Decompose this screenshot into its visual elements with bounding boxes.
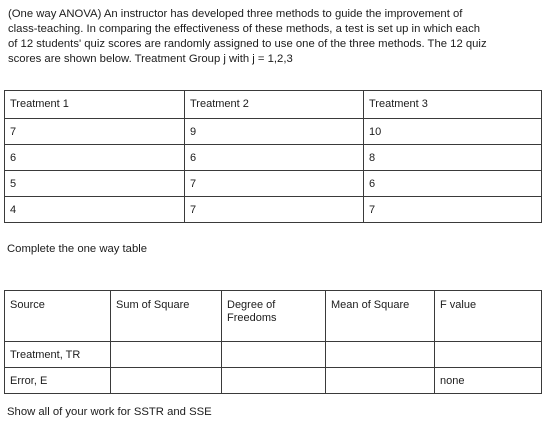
table-cell: 4: [5, 197, 185, 223]
header-treatment-3: Treatment 3: [364, 91, 542, 119]
header-treatment-2: Treatment 2: [185, 91, 364, 119]
header-mean-of-square: Mean of Square: [326, 291, 435, 342]
table-row: [5, 197, 542, 223]
answer-cell[interactable]: [326, 342, 435, 368]
anova-row-treatment: [5, 342, 542, 368]
table-row: [5, 171, 542, 197]
table-cell: 7: [185, 171, 364, 197]
table-cell: 7: [5, 119, 185, 145]
answer-cell[interactable]: [435, 342, 542, 368]
table-cell: 7: [185, 197, 364, 223]
header-sum-of-square: Sum of Square: [111, 291, 222, 342]
intro-line: of 12 students' quiz scores are randomly assigned to use one of the three methods. The 12 quiz: [8, 38, 487, 50]
header-f-value: F value: [435, 291, 542, 342]
table-cell: 9: [185, 119, 364, 145]
anova-header-row: [5, 291, 542, 342]
table-cell: 10: [364, 119, 542, 145]
table-row: [5, 119, 542, 145]
answer-cell[interactable]: [222, 368, 326, 394]
intro-line: class-teaching. In comparing the effectiveness of these methods, a test is set up in which each: [8, 23, 481, 35]
instruction-text: Complete the one way table: [7, 243, 148, 255]
row-label: Error, E: [5, 368, 111, 394]
table-cell: 6: [5, 145, 185, 171]
answer-cell[interactable]: [222, 342, 326, 368]
f-value-none: none: [435, 368, 542, 394]
scores-table: [4, 90, 542, 223]
answer-cell[interactable]: [111, 368, 222, 394]
table-cell: 6: [364, 171, 542, 197]
header-source: Source: [5, 291, 111, 342]
table-header-row: [5, 91, 542, 119]
table-cell: 6: [185, 145, 364, 171]
footer-instruction: Show all of your work for SSTR and SSE: [7, 406, 212, 418]
table-row: [5, 145, 542, 171]
row-label: Treatment, TR: [5, 342, 111, 368]
table-cell: 5: [5, 171, 185, 197]
header-treatment-1: Treatment 1: [5, 91, 185, 119]
header-degree-of-freedoms: Degree of Freedoms: [222, 291, 326, 342]
answer-cell[interactable]: [326, 368, 435, 394]
problem-statement: [8, 7, 540, 67]
anova-row-error: [5, 368, 542, 394]
table-cell: 8: [364, 145, 542, 171]
anova-table: [4, 290, 542, 394]
answer-cell[interactable]: [111, 342, 222, 368]
intro-line: scores are shown below. Treatment Group j with j = 1,2,3: [8, 53, 293, 65]
table-cell: 7: [364, 197, 542, 223]
intro-line: (One way ANOVA) An instructor has developed three methods to guide the improvement of: [8, 8, 463, 20]
